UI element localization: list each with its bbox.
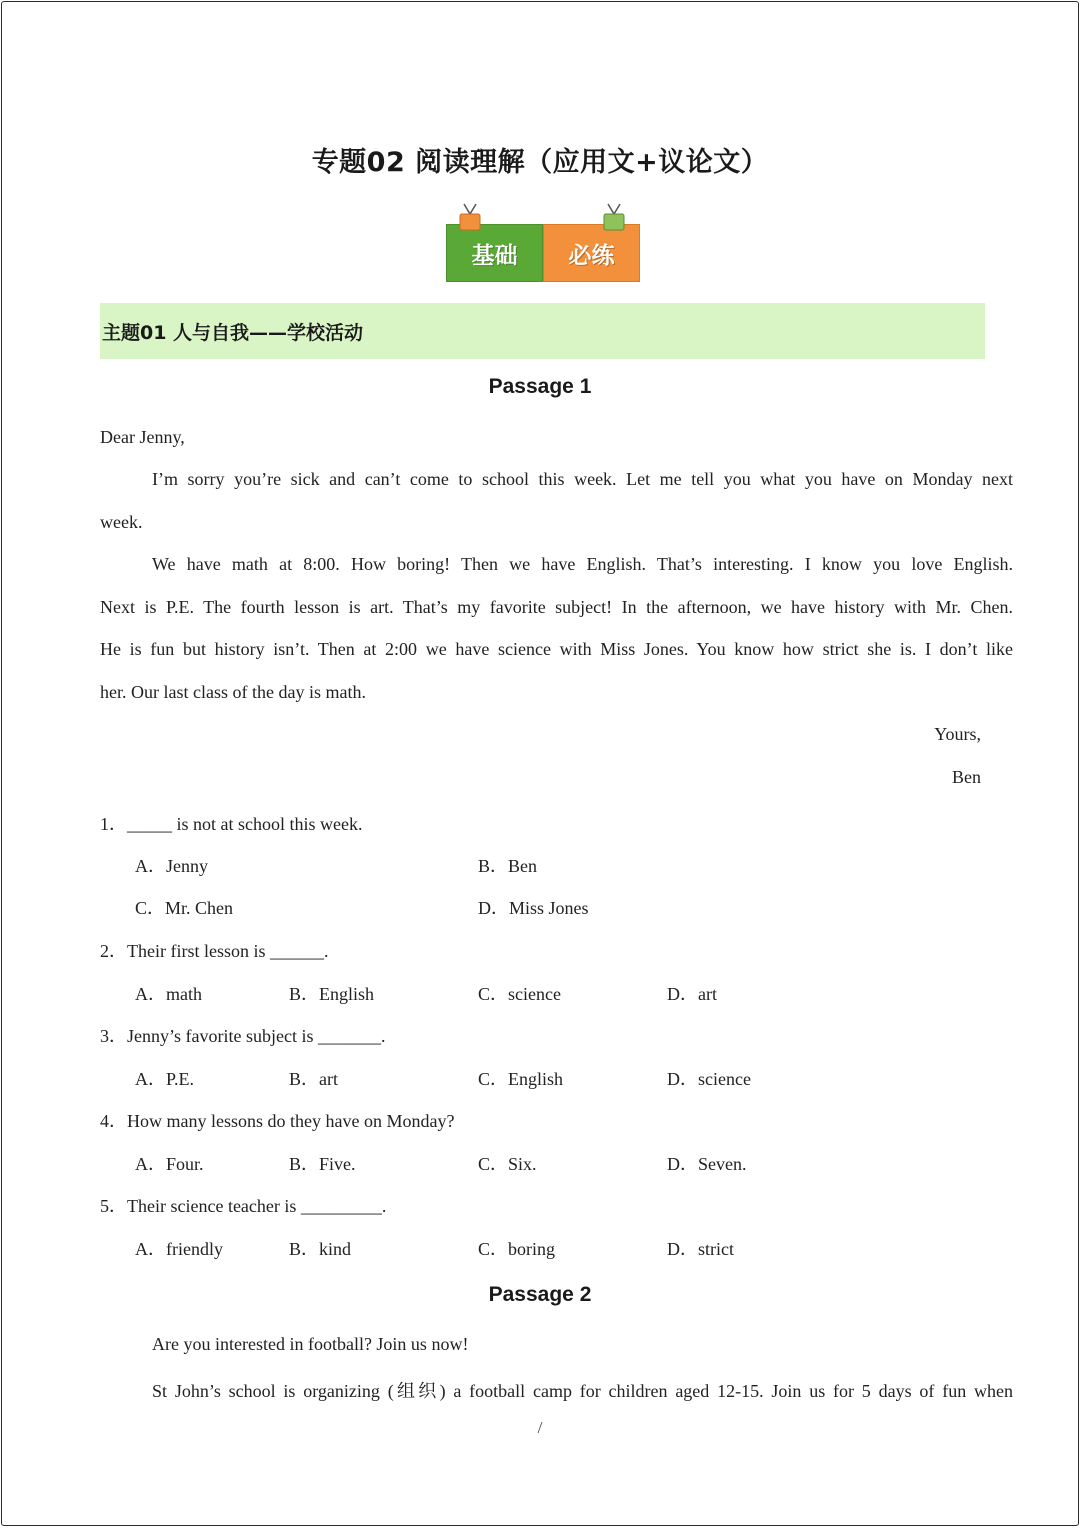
passage-line: her. Our last class of the day is math. [100, 682, 366, 702]
passage-line: We have math at 8:00. How boring! Then we have English. That’s interesting. I know you love English. [152, 554, 1013, 574]
option-d: D．Seven. [667, 1154, 747, 1174]
page-number: / [537, 1418, 543, 1437]
option-a: A．math [135, 984, 202, 1004]
option-b: B．art [289, 1069, 338, 1089]
option-c: C．science [478, 984, 561, 1004]
option-b: B．Five. [289, 1154, 356, 1174]
passage-1-title: Passage 1 [488, 375, 592, 398]
badge-label-basic: 基础 [446, 224, 543, 282]
option-b: B．Ben [478, 856, 538, 876]
option-c: C．Mr. Chen [135, 898, 234, 918]
question-3-stem: 3．Jenny’s favorite subject is _______. [100, 1026, 386, 1046]
badge-label-practice: 必练 [543, 224, 640, 282]
letter-signature: Ben [952, 767, 981, 787]
document-page [1, 1, 1079, 1526]
question-4-stem: 4．How many lessons do they have on Monday? [100, 1111, 455, 1131]
option-a: A．Jenny [135, 856, 208, 876]
document-title: 专题02 阅读理解（应用文+议论文） [311, 147, 769, 178]
basic-practice-badge [446, 224, 640, 282]
option-a: A．friendly [135, 1239, 223, 1259]
option-d: D．strict [667, 1239, 734, 1259]
option-a: A．Four. [135, 1154, 204, 1174]
passage-line: I’m sorry you’re sick and can’t come to school this week. Let me tell you what you have on Monday next [152, 469, 1013, 489]
passage-line: Next is P.E. The fourth lesson is art. That’s my favorite subject! In the afternoon, we have history with Mr. Chen. [100, 597, 1013, 617]
topic-title: 主题01 人与自我——学校活动 [102, 321, 364, 344]
question-1-stem: 1．_____ is not at school this week. [100, 814, 363, 834]
question-2-stem: 2．Their first lesson is ______. [100, 941, 329, 961]
option-c: C．Six. [478, 1154, 537, 1174]
topic-banner [100, 303, 985, 359]
passage-line: St John’s school is organizing (组织) a football camp for children aged 12-15. Join us for 5 days of fun when [152, 1381, 1013, 1401]
option-c: C．English [478, 1069, 564, 1089]
binder-clip-icon [458, 202, 482, 232]
passage-2-title: Passage 2 [488, 1283, 592, 1306]
option-b: B．English [289, 984, 375, 1004]
binder-clip-icon [602, 202, 626, 232]
question-5-stem: 5．Their science teacher is _________. [100, 1196, 387, 1216]
letter-closing: Yours, [934, 724, 981, 744]
option-d: D．Miss Jones [478, 898, 589, 918]
passage-line: He is fun but history isn’t. Then at 2:00 we have science with Miss Jones. You know how strict she is. I don’t like [100, 639, 1013, 659]
option-d: D．art [667, 984, 717, 1004]
letter-salutation: Dear Jenny, [100, 427, 185, 447]
option-a: A．P.E. [135, 1069, 195, 1089]
option-c: C．boring [478, 1239, 556, 1259]
passage-line: week. [100, 512, 143, 532]
passage-line: Are you interested in football? Join us now! [152, 1334, 469, 1354]
option-b: B．kind [289, 1239, 352, 1259]
option-d: D．science [667, 1069, 751, 1089]
